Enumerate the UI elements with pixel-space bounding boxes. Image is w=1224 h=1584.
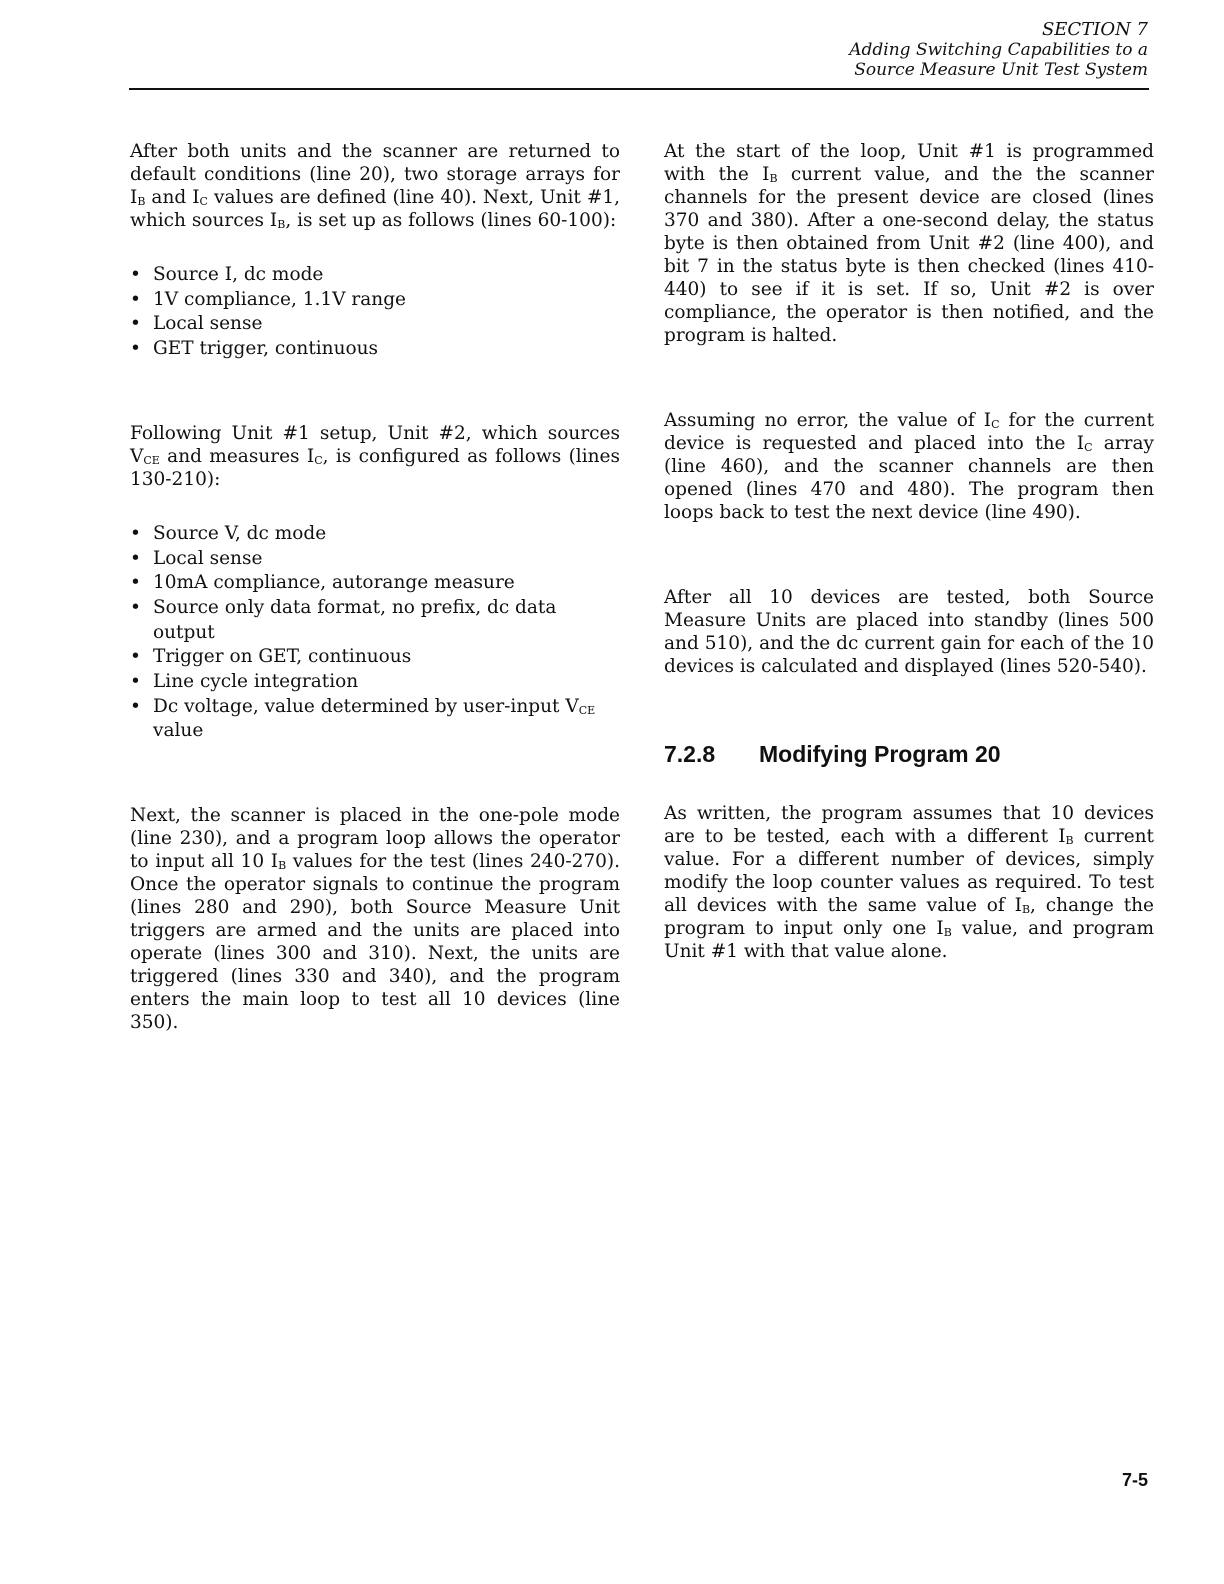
- paragraph-scanner: Next, the scanner is placed in the one-pole mode (line 230), and a program loop allows the operator to input all 10 $I_B$ values for the test (lines 240-270). Once the operator signals to continue the program (lines 280 and 290), both Source Measure Unit triggers are armed and the units are placed into operate (lines 300 and 310). Next, the units are triggered (lines 330 and 340), and the program enters the main loop to test all 10 devices (line 350).: [130, 805, 620, 1034]
- paragraph-no-error: Assuming no error, the value of $I_C$ for the current device is requested and placed into the $I_C$ array (line 460), and the scanner channels are then opened (lines 470 and 480). The program then loops back to test the next device (line 490).: [664, 410, 1154, 523]
- section-heading: [664, 740, 1154, 768]
- heading-number: 7.2.8: [664, 741, 716, 767]
- list-item: • Dc voltage, value determined by user-input $V_{CE}$ value: [130, 695, 620, 744]
- page-number: 7-5: [1121, 1470, 1148, 1490]
- running-header: [849, 20, 1148, 80]
- paragraph-unit2: Following Unit #1 setup, Unit #2, which sources $V_{CE}$ and measures $I_C$, is configured as follows (lines 130-210):: [130, 422, 620, 490]
- section-label: SECTION 7: [1041, 19, 1148, 40]
- list-item: • Source I, dc mode: [130, 263, 620, 288]
- right-column: [664, 140, 1154, 963]
- paragraph-loop-start: At the start of the loop, Unit #1 is programmed with the $I_B$ current value, and the the scanner channels for the present device are closed (lines 370 and 380). After a one-second delay, the status byte is then obtained from Unit #2 (line 400), and bit 7 in the status byte is then checked (lines 410-440) to see if it is set. If so, Unit #2 is over compliance, the operator is then notified, and the program is halted.: [664, 141, 1154, 346]
- list-item: • Trigger on GET, continuous: [130, 645, 620, 670]
- unit2-config-list: [130, 522, 620, 744]
- paragraph-modifying: As written, the program assumes that 10 devices are to be tested, each with a different $I_B$ current value. For a different number of devices, simply modify the loop counter values as required. To test all devices with the same value of $I_B$, change the program to input only one $I_B$ value, and program Unit #1 with that value alone.: [664, 803, 1155, 962]
- list-item: • Source only data format, no prefix, dc data output: [130, 596, 620, 645]
- left-column: [130, 140, 620, 1034]
- list-item: • 1V compliance, 1.1V range: [130, 288, 620, 313]
- list-item: • GET trigger, continuous: [130, 337, 620, 362]
- list-item: • 10mA compliance, autorange measure: [130, 571, 620, 596]
- list-item: • Local sense: [130, 547, 620, 572]
- list-item: • Local sense: [130, 312, 620, 337]
- header-title-line2: Source Measure Unit Test System: [854, 60, 1148, 80]
- unit1-setup-list: [130, 263, 620, 362]
- paragraph-defaults: After both units and the scanner are returned to default conditions (line 20), two storage arrays for $I_B$ and $I_C$ values are defined (line 40). Next, Unit #1, which sources $I_B$, is set up as follows (lines 60-100):: [130, 141, 620, 231]
- list-item: • Line cycle integration: [130, 670, 620, 695]
- header-title-line1: Adding Switching Capabilities to a: [849, 40, 1148, 60]
- paragraph-standby: After all 10 devices are tested, both Source Measure Units are placed into standby (lines 500 and 510), and the dc current gain for each of the 10 devices is calculated and displayed (lines 520-540).: [664, 587, 1154, 677]
- header-rule: [129, 88, 1149, 90]
- list-item: • Source V, dc mode: [130, 522, 620, 547]
- heading-title: Modifying Program 20: [759, 741, 1001, 767]
